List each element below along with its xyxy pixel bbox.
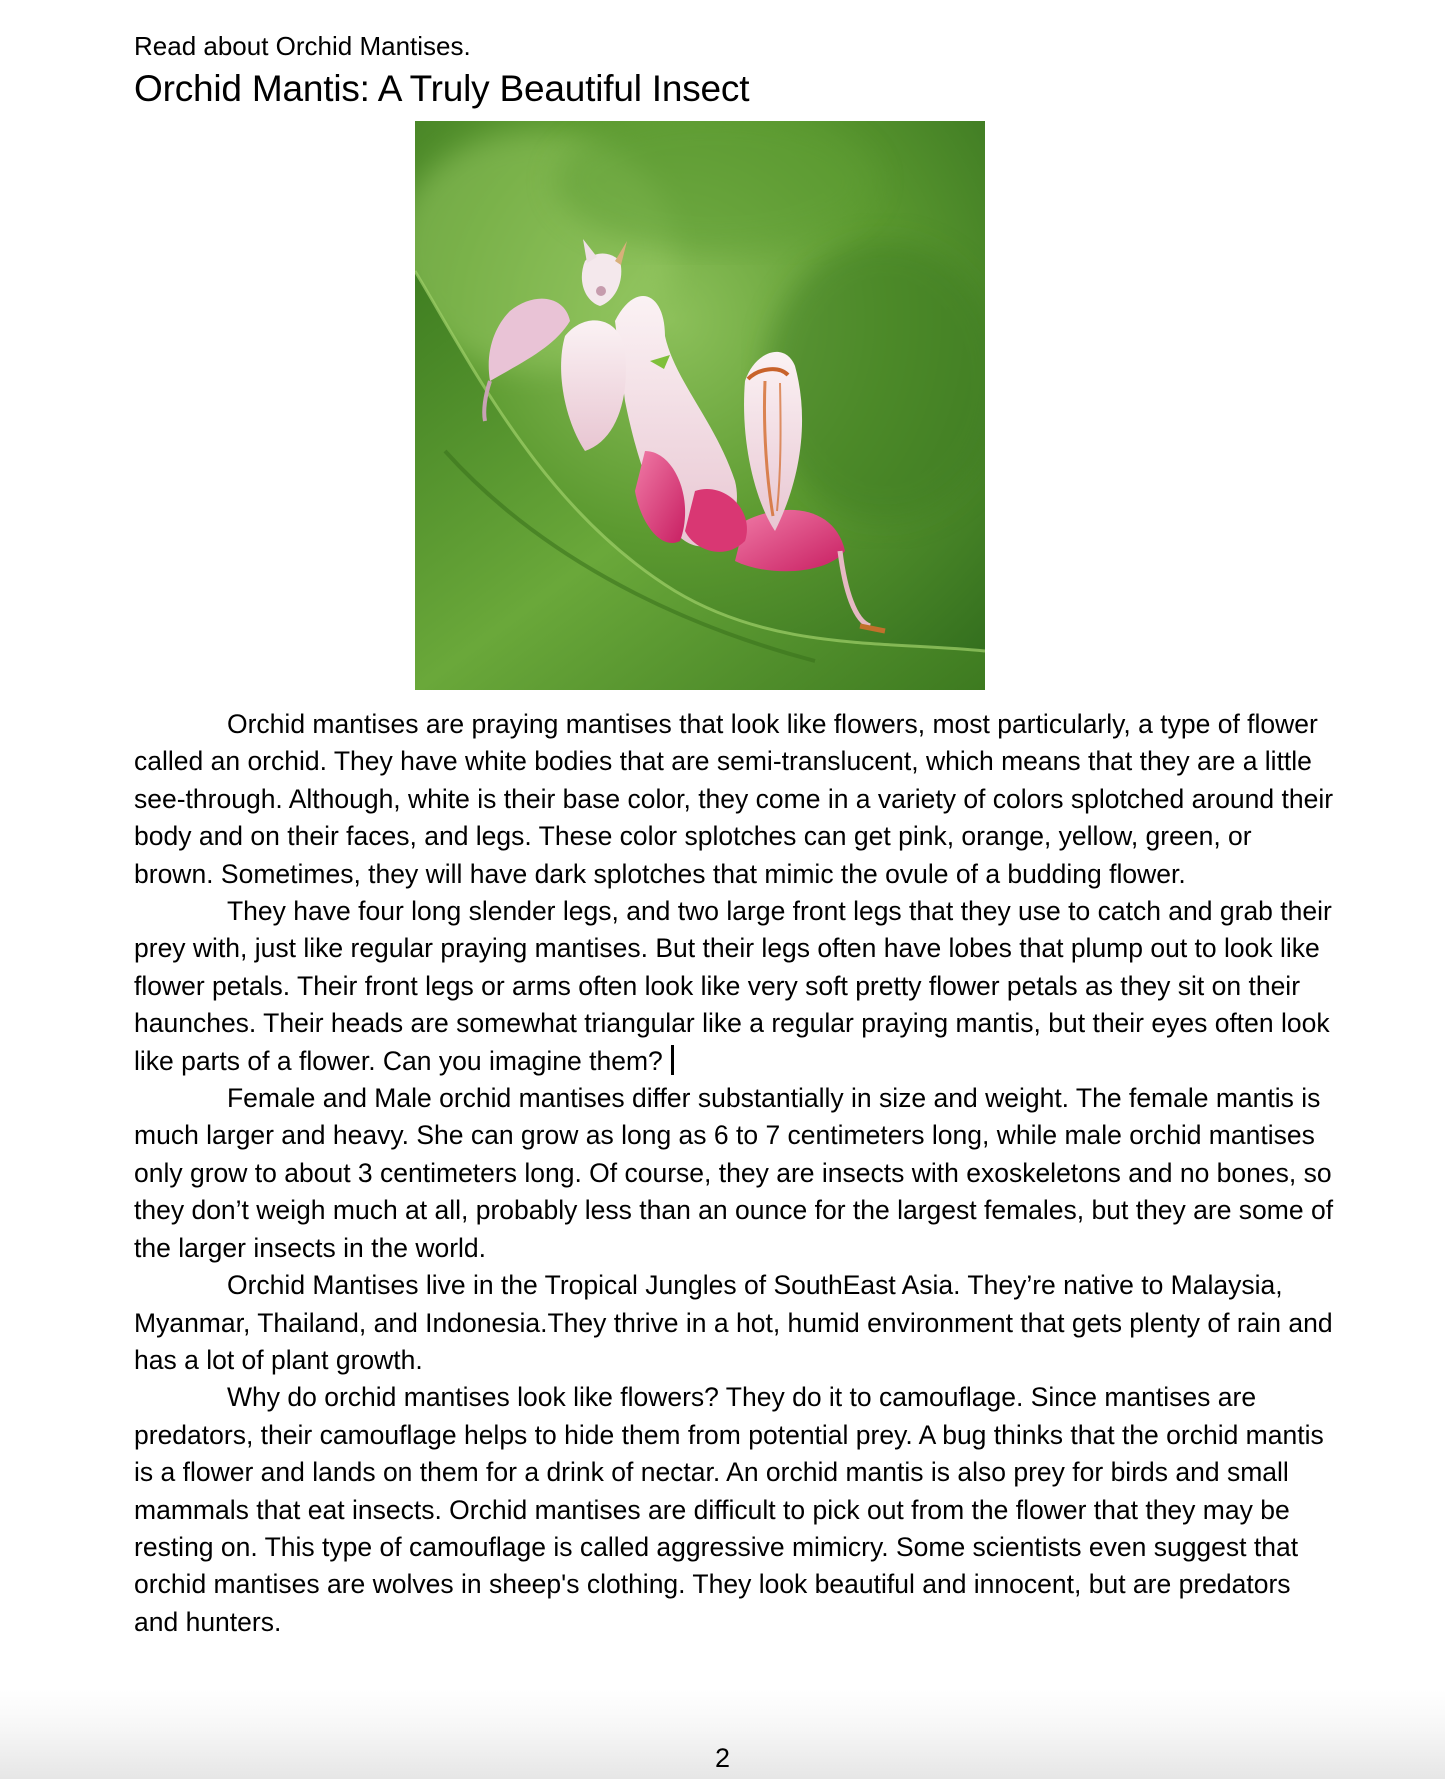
document-title: Orchid Mantis: A Truly Beautiful Insect: [134, 68, 750, 109]
paragraph: Orchid Mantises live in the Tropical Jungles of SouthEast Asia. They’re native to Malaysia, Myanmar, Thailand, and Indonesia.They thrive in a hot, humid environment that gets plenty of rain and has a lot of plant growth.: [134, 1270, 1333, 1375]
orchid-mantis-photo: [415, 121, 985, 690]
paragraph-text: They have four long slender legs, and two large front legs that they use to catch and grab their prey with, just like regular praying mantises. But their legs often have lobes that plump out to look like flower petals. Their front legs or arms often look like very soft pretty flower petals as they sit on their haunches. Their heads are somewhat triangular like a regular praying mantis, but their eyes often look like parts of a flower. Can you imagine them?: [134, 896, 1332, 1076]
paragraph: Orchid mantises are praying mantises that look like flowers, most particularly, a type of flower called an orchid. They have white bodies that are semi-translucent, which means that they are a little see-through. Although, white is their base color, they come in a variety of colors splotched around their body and on their faces, and legs. These color splotches can get pink, orange, yellow, green, or brown. Sometimes, they will have dark splotches that mimic the ovule of a budding flower.: [134, 709, 1334, 889]
intro-line: Read about Orchid Mantises.: [134, 31, 471, 61]
page-number: 2: [714, 1743, 731, 1773]
paragraph: Female and Male orchid mantises differ substantially in size and weight. The female mantis is much larger and heavy. She can grow as long as 6 to 7 centimeters long, while male orchid mantises only grow to about 3 centimeters long. Of course, they are insects with exoskeletons and no bones, so they don’t weigh much at all, probably less than an ounce for the largest females, but they are some of the larger insects in the world.: [134, 1083, 1334, 1263]
article-body: [134, 706, 1334, 1641]
paragraph: [134, 893, 1334, 1080]
text-cursor: [671, 1045, 674, 1075]
paragraph: Why do orchid mantises look like flowers? They do it to camouflage. Since mantises are predators, their camouflage helps to hide them from potential prey. A bug thinks that the orchid mantis is a flower and lands on them for a drink of nectar. An orchid mantis is also prey for birds and small mammals that eat insects. Orchid mantises are difficult to pick out from the flower that they may be resting on. This type of camouflage is called aggressive mimicry. Some scientists even suggest that orchid mantises are wolves in sheep's clothing. They look beautiful and innocent, but are predators and hunters.: [134, 1382, 1324, 1637]
